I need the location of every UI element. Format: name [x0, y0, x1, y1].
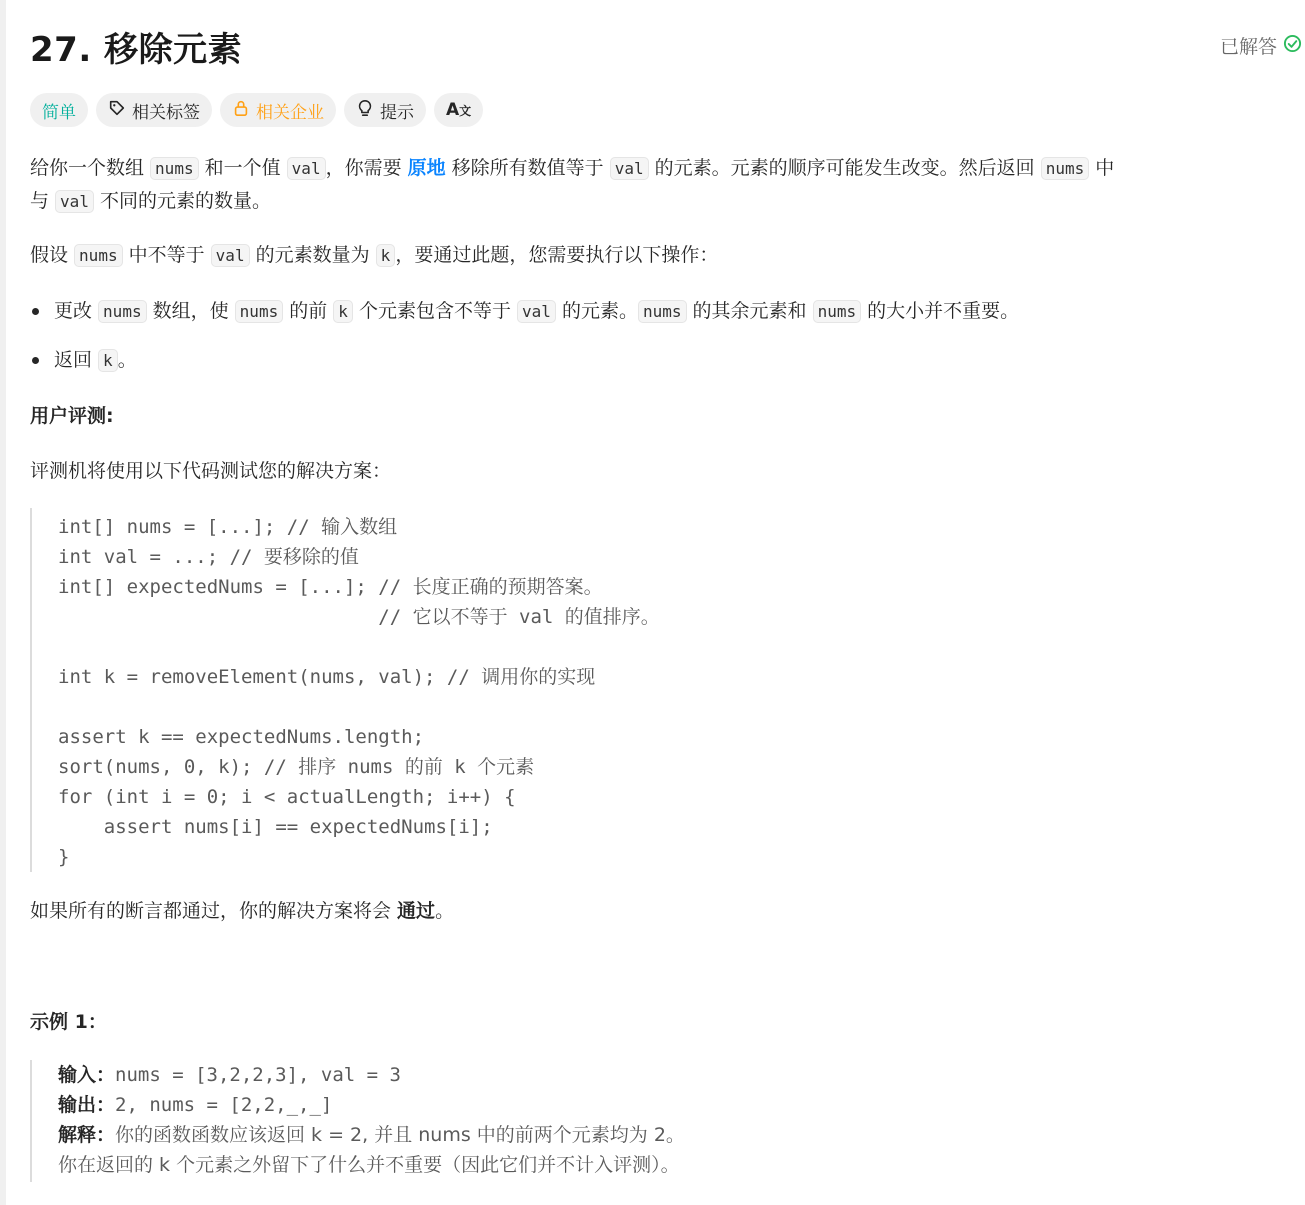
text: 个元素包含不等于: [352, 300, 518, 322]
text: 。: [117, 349, 137, 371]
code-nums: nums: [150, 157, 199, 180]
text: 中: [1089, 157, 1115, 179]
judge-heading: 用户评测:: [30, 405, 114, 427]
output-value: 2, nums = [2,2,_,_]: [115, 1094, 333, 1116]
example-1-heading: 示例 1：: [30, 1011, 107, 1033]
tag-icon: [108, 99, 126, 122]
code-k: k: [98, 349, 118, 372]
problem-title: 27. 移除元素: [30, 30, 243, 70]
text: 如果所有的断言都通过，你的解决方案将会: [30, 900, 398, 922]
text: 与: [30, 190, 56, 212]
judge-text: 评测机将使用以下代码测试您的解决方案：: [30, 460, 392, 482]
example-explain-line-2: 你在返回的 k 个元素之外留下了什么并不重要（因此它们并不计入评测）。: [58, 1154, 680, 1176]
list-item: [30, 344, 137, 377]
example-input-line: [58, 1060, 401, 1090]
example-1-block: [30, 1060, 1232, 1182]
text: ，你需要: [325, 157, 408, 179]
text: 的前: [283, 300, 334, 322]
text: 的其余元素和: [686, 300, 813, 322]
code-k: k: [333, 300, 353, 323]
translate-icon: A文: [446, 100, 472, 120]
text: 和一个值: [198, 157, 287, 179]
text: 的元素。: [555, 300, 638, 322]
input-value: nums = [3,2,2,3], val = 3: [115, 1064, 401, 1086]
lock-icon: [232, 99, 250, 122]
description-paragraph-1: [30, 152, 1230, 218]
pass-paragraph: [30, 895, 1230, 927]
left-panel-border: [0, 0, 6, 1205]
hint-button[interactable]: [344, 93, 426, 127]
code-val: val: [517, 300, 556, 323]
text: 给你一个数组: [30, 157, 151, 179]
code-nums: nums: [813, 300, 862, 323]
topics-tag-button[interactable]: [96, 93, 212, 127]
bullet-dot: [32, 357, 39, 364]
lightbulb-icon: [356, 99, 374, 122]
text: 数组，使: [146, 300, 235, 322]
translate-button[interactable]: [434, 93, 483, 127]
hint-label: 提示: [380, 102, 414, 123]
text: 的大小并不重要。: [861, 300, 1020, 322]
explain-value: 你的函数函数应该返回 k = 2, 并且 nums 中的前两个元素均为 2。: [115, 1124, 685, 1146]
companies-tag-button[interactable]: [220, 93, 336, 127]
explain-label: 解释：: [58, 1124, 116, 1146]
list-item: [30, 295, 1019, 328]
solved-status: [1220, 32, 1302, 59]
companies-label: 相关企业: [256, 102, 324, 123]
tag-bar: [30, 93, 483, 127]
code-nums: nums: [1041, 157, 1090, 180]
text: ，要通过此题，您需要执行以下操作：: [395, 244, 719, 266]
example-output-line: [58, 1090, 332, 1120]
solved-label: 已解答: [1219, 36, 1277, 58]
code-nums: nums: [638, 300, 687, 323]
text: 中不等于: [122, 244, 211, 266]
code-val: val: [287, 157, 326, 180]
code-nums: nums: [98, 300, 147, 323]
code-nums: nums: [74, 244, 123, 267]
example-explain-line: [58, 1120, 685, 1150]
text: 的元素。元素的顺序可能发生改变。然后返回: [648, 157, 1041, 179]
check-circle-icon: [1283, 34, 1302, 58]
code-k: k: [376, 244, 396, 267]
input-label: 输入：: [58, 1064, 116, 1086]
description-paragraph-2: [30, 239, 1230, 272]
text: 。: [435, 900, 455, 922]
output-label: 输出：: [58, 1094, 116, 1116]
text: 不同的元素的数量。: [93, 190, 271, 212]
in-place-link[interactable]: 原地: [407, 157, 446, 179]
code-val: val: [610, 157, 649, 180]
text: 假设: [30, 244, 75, 266]
code-val: val: [211, 244, 250, 267]
pass-emphasis: 通过: [397, 900, 436, 922]
text: 更改: [54, 300, 99, 322]
code-nums: nums: [235, 300, 284, 323]
code-val: val: [55, 190, 94, 213]
topics-label: 相关标签: [132, 102, 200, 123]
difficulty-badge[interactable]: [30, 93, 88, 127]
text: 的元素数量为: [249, 244, 376, 266]
text: 返回: [54, 349, 99, 371]
title-row: [30, 22, 1280, 70]
bullet-dot: [32, 308, 39, 315]
code-content: int[] nums = [...]; // 输入数组 int val = ...; // 要移除的值 int[] expectedNums = [...]; // 长度正确的预期答案。 // 它以不等于 val 的值排序。 int k = removeElement(nums, val); // 调用你的实现 assert k == expectedNums.length; sort(nums, 0, k); // 排序 nums 的前 k 个元素 for (int i = 0; i < actualLength; i++) { assert nums[i] == expectedNums[i]; }: [58, 516, 660, 868]
difficulty-label: 简单: [42, 102, 76, 123]
code-block: [30, 508, 1232, 872]
text: 移除所有数值等于: [445, 157, 610, 179]
